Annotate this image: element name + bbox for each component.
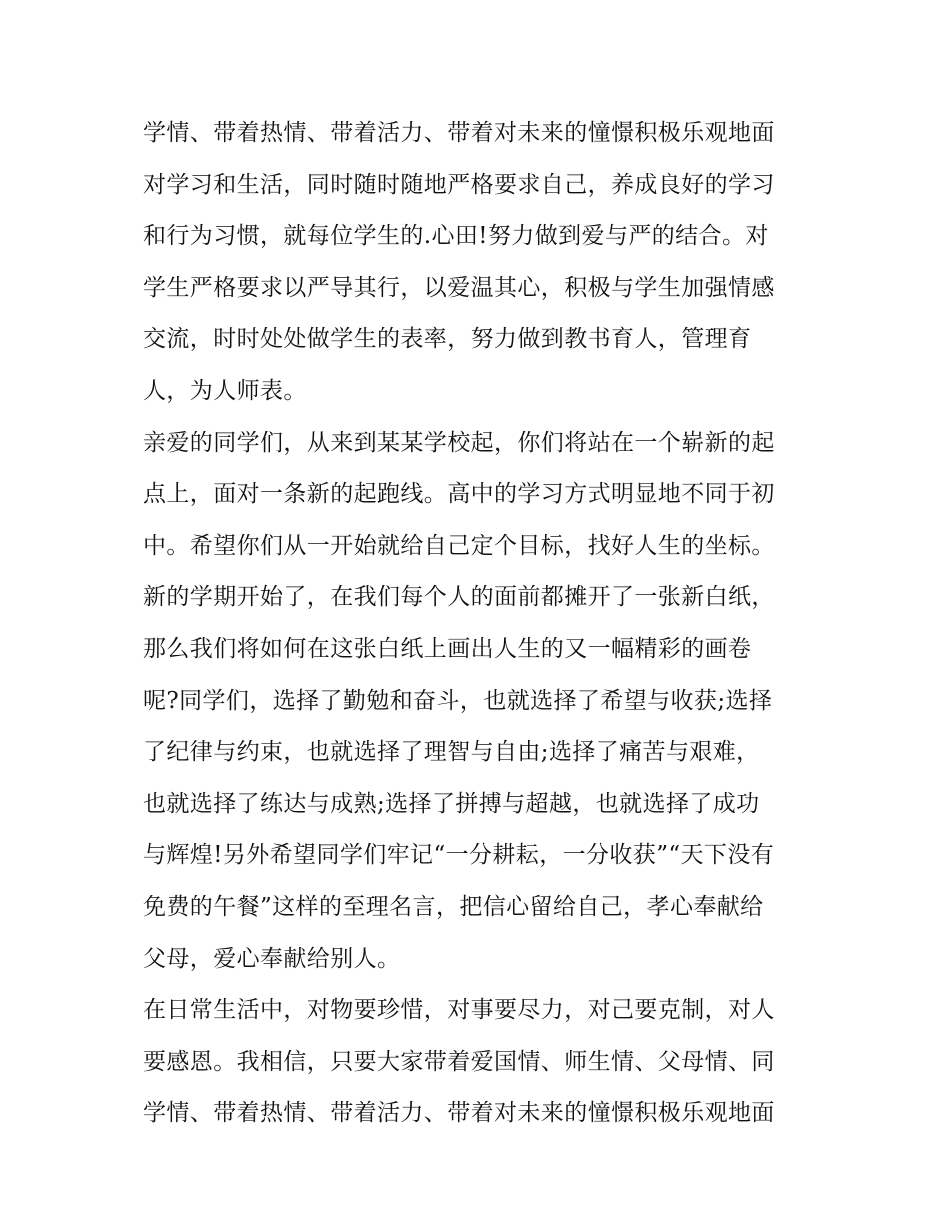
text-line: 学情、带着热情、带着活力、带着对未来的憧憬积极乐观地面 [143, 1100, 775, 1127]
text-line: 新的学期开始了，在我们每个人的面前都摊开了一张新白纸， [143, 584, 775, 611]
text-line: 在日常生活中，对物要珍惜，对事要尽力，对己要克制，对人 [143, 997, 775, 1024]
text-line: 那么我们将如何在这张白纸上画出人生的又一幅精彩的画卷 [143, 635, 752, 662]
text-line: 点上，面对一条新的起跑线。高中的学习方式明显地不同于初 [143, 481, 775, 508]
text-line: 呢?同学们，选择了勤勉和奋斗，也就选择了希望与收获;选择 [143, 687, 773, 714]
text-line: 人，为人师表。 [143, 377, 307, 404]
text-line: 学情、带着热情、带着活力、带着对未来的憧憬积极乐观地面 [143, 120, 775, 146]
text-line: 与辉煌!另外希望同学们牢记“一分耕耘，一分收获”“天下没有 [143, 842, 775, 869]
body-text [143, 108, 823, 1140]
text-line: 亲爱的同学们，从来到某某学校起，你们将站在一个崭新的起 [143, 429, 775, 456]
text-line: 交流，时时处处做学生的表率，努力做到教书育人，管理育 [143, 326, 752, 353]
text-line: 父母，爱心奉献给别人。 [143, 945, 401, 972]
text-line: 了纪律与约束，也就选择了理智与自由;选择了痛苦与艰难， [143, 739, 760, 766]
text-line: 学生严格要求以严导其行，以爱温其心，积极与学生加强情感 [143, 274, 775, 301]
text-line: 也就选择了练达与成熟;选择了拼搏与超越，也就选择了成功 [143, 790, 760, 817]
text-line: 免费的午餐”这样的至理名言，把信心留给自己，孝心奉献给 [143, 893, 764, 920]
text-line: 要感恩。我相信，只要大家带着爱国情、师生情、父母情、同 [143, 1048, 775, 1075]
text-line: 对学习和生活，同时随时随地严格要求自己，养成良好的学习 [143, 171, 775, 198]
text-line: 中。希望你们从一开始就给自己定个目标，找好人生的坐标。 [143, 532, 775, 559]
text-line: 和行为习惯，就每位学生的.心田!努力做到爱与严的结合。对 [143, 223, 769, 250]
